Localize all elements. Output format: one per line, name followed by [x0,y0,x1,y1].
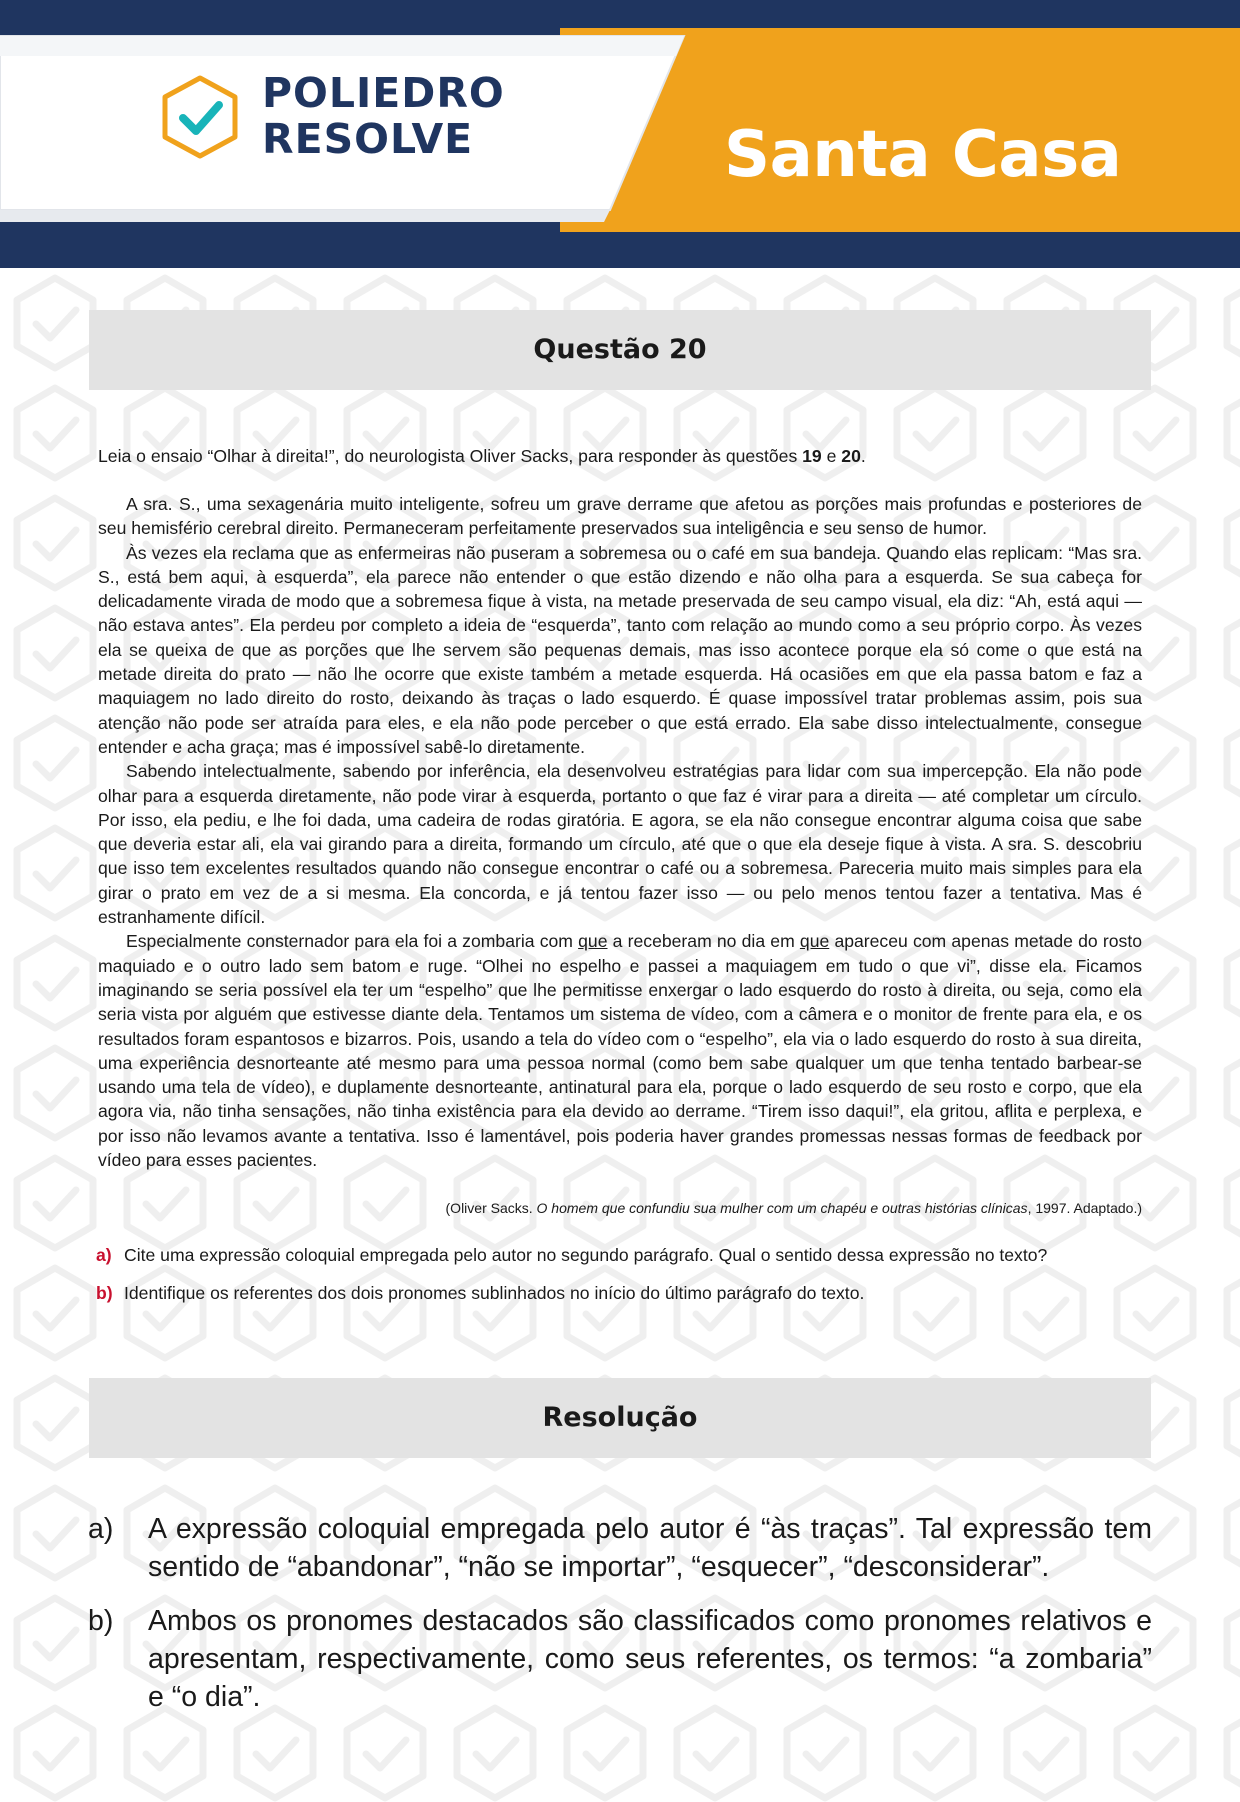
intro-question-20: 20 [841,446,861,466]
reference-prefix: (Oliver Sacks. [445,1200,537,1216]
p4-part-b: a receberam no dia em [607,931,800,952]
intro-conjunction: e [821,446,842,466]
p4-part-c: apareceu com apenas metade do rosto maquiado e o outro lado sem batom e ruge. “Olhei no espelho e passei a maquiagem em tudo o que vi”, disse ela. Ficamos imaginando se seria possível ela ter um “espelho” que lhe permitisse enxergar o lado esquerdo do rosto à direita, ou seja, como ela seria vista por alguém que estivesse diante dela. Tentamos um sistema de vídeo, com a câmera e o monitor de frente para ela, e os resultados foram espantosos e bizarros. Pois, usando a tela do vídeo com o “espelho”, ela via o lado esquerdo do rosto à sua direita, uma experiência desnorteante até mesmo para uma pessoa normal (como bem sabe qualquer um que tenha tentado barbear-se usando uma tela de vídeo), e duplamente desnorteante, antinatural para ela, porque o lado esquerdo de seu rosto e corpo, que ela agora via, não tinha sensações, não tinha existência para ela devido ao derrame. “Tirem isso daqui!”, ela gritou, aflita e perplexa, e por isso não levamos avante a tentativa. Isso é lamentável, pois poderia haver grandes promessas nessas formas de feedback por vídeo para esses pacientes. [98,931,1142,1171]
essay-text [98,492,1142,1172]
answer-b-text: Ambos os pronomes destacados são classificados como pronomes relativos e apresentam, respectivamente, como seus referentes, os termos: “a zombaria” e “o dia”. [148,1605,1152,1713]
item-a-text: Cite uma expressão coloquial empregada pelo autor no segundo parágrafo. Qual o sentido dessa expressão no texto? [124,1245,1048,1265]
question-item-a [96,1243,1146,1267]
check-hexagon-icon [155,72,245,162]
resolution-title: Resolução [542,1402,698,1433]
underlined-pronoun-2: que [799,931,830,952]
answer-a-text: A expressão coloquial empregada pelo autor é “às traças”. Tal expressão tem sentido de “abandonar”, “não se importar”, “esquecer”, “desconsiderar”. [148,1513,1152,1583]
item-b-text: Identifique os referentes dos dois pronomes sublinhados no início do último parágrafo do texto. [124,1283,865,1303]
essay-paragraph-2: Às vezes ela reclama que as enfermeiras não puseram a sobremesa ou o café em sua bandeja. Quando elas replicam: “Mas sra. S., está bem aqui, à esquerda”, ela parece não entender o que estão dizendo e não olha para a esquerda. Se sua cabeça for delicadamente virada de modo que a sobremesa fique à vista, na metade preservada de seu campo visual, ela diz: “Ah, está aqui — não estava antes”. Ela perdeu por completo a ideia de “esquerda”, tanto com relação ao mundo como a seu próprio corpo. Às vezes ela se queixa de que as porções que lhe servem são pequenas demais, mas isso acontece porque ela só come o que está na metade direita do prato — não lhe ocorre que existe também a metade esquerda. Há ocasiões em que ela passa batom e faz a maquiagem no lado direito do rosto, deixando às traças o lado esquerdo. É quase impossível tratar problemas assim, pois sua atenção não pode ser atraída para eles, e ela não pode perceber o que está errado. Ela sabe disso intelectualmente, consegue entender e acha graça; mas é impossível sabê-lo diretamente. [98,542,1142,757]
answer-a [88,1510,1152,1586]
question-title: Questão 20 [533,334,707,365]
brand-line-2: RESOLVE [262,115,474,163]
brand-logo-text [262,70,505,162]
essay-paragraph-3: Sabendo intelectualmente, sabendo por inferência, ela desenvolveu estratégias para lidar com sua impercepção. Ela não pode olhar para a esquerda diretamente, não pode virar à esquerda, portanto o que faz é virar para a direita — até completar um círculo. Por isso, ela pediu, e lhe foi dada, uma cadeira de rodas giratória. E agora, se ela não consegue encontrar alguma coisa que sabe que deveria estar ali, ela vai girando para a direita, formando um círculo, até que o que ela deseje fique à vista. A sra. S. descobriu que isso tem excelentes resultados quando não consegue encontrar o café ou a sobremesa. Pareceria muito mais simples para ela girar o prato em vez de a si mesma. Ela concorda, e já tentou fazer isso — ou pelo menos tentou fazer a tentativa. Mas é estranhamente difícil. [98,761,1142,928]
question-title-bar [89,310,1151,390]
underlined-pronoun-1: que [578,931,608,952]
essay-reference [98,1196,1142,1220]
exam-title: Santa Casa [724,118,1122,192]
reference-book-title: O homem que confundiu sua mulher com um chapéu e outras histórias clínicas [536,1200,1028,1216]
essay-paragraph-4 [98,929,1142,1172]
reference-suffix: , 1997. Adaptado.) [1027,1200,1142,1216]
item-a-label: a) [96,1245,112,1265]
essay-paragraph-1: A sra. S., uma sexagenária muito inteligente, sofreu um grave derrame que afetou as porções mais profundas e posteriores de seu hemisfério cerebral direito. Permaneceram perfeitamente preservados sua inteligência e seu senso de humor. [98,494,1142,539]
resolution-answers [88,1510,1152,1732]
intro-text: Leia o ensaio “Olhar à direita!”, do neurologista Oliver Sacks, para responder às questões [98,446,803,466]
intro-question-19: 19 [802,446,822,466]
question-intro [98,444,1142,468]
p4-part-a: Especialmente consternador para ela foi a zombaria com [126,931,579,952]
item-b-label: b) [96,1283,113,1303]
brand-line-1: POLIEDRO [262,69,505,117]
question-item-b [96,1281,1146,1305]
answer-b-label: b) [88,1605,114,1637]
header-banner [0,0,1240,268]
intro-period: . [860,446,866,466]
answer-a-label: a) [88,1513,114,1545]
resolution-title-bar [89,1378,1151,1458]
answer-b [88,1602,1152,1716]
